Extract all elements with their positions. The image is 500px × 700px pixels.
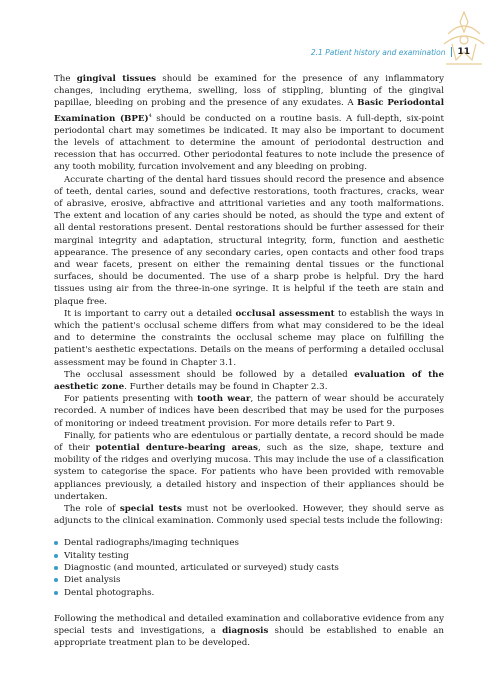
body-text [54, 72, 444, 650]
list-item: Diet analysis [54, 574, 444, 586]
list-item: Dental photographs. [54, 587, 444, 599]
list-item: Diagnostic (and mounted, articulated or surveyed) study casts [54, 562, 444, 574]
paragraph-denture: Finally, for patients who are edentulous or partially dentate, a record should be made of their potential denture-bearing areas, such as the size, shape, texture and mobility of the ridges and overlying mucosa. This may include the use of a classification system to categorise the space. For patients who have been provided with removable appliances previously, a detailed history and inspection of their appliances should be undertaken. [54, 430, 444, 502]
paragraph-occlusal: It is important to carry out a detailed occlusal assessment to establish the ways in which the patient's occlusal scheme differs from what may considered to be the ideal and to determine the constraints the occlusal scheme may place on fulfilling the patient's aesthetic expectations. Details on the means of performing a detailed occlusal assessment may be found in Chapter 3.1. [54, 308, 445, 368]
paragraph-diagnosis: Following the methodical and detailed examination and collaborative evidence from any special tests and investigations, a diagnosis should be established to enable an appropriate treatment plan to be developed. [54, 613, 444, 649]
bullet-icon [54, 554, 58, 558]
paragraph-special-tests: The role of special tests must not be overlooked. However, they should serve as adjuncts to the clinical examination. Commonly used special tests include the following: [54, 504, 444, 527]
paragraph-gingival: The gingival tissues should be examined for the presence of any inflammatory changes, including erythema, swelling, loss of stippling, blunting of the gingival papillae, bleeding on probing and the presence of any exudates. A Basic Periodontal Examination (BPE)$^4$ should be conducted on a routine basis. A full-depth, six-point periodontal chart may sometimes be indicated. It may also be important to document the levels of attachment to determine the amount of periodontal destruction and recession that has occurred. Other periodontal features to note include the presence of any tooth mobility, furcation involvement and any bleeding on probing. [54, 74, 444, 173]
bullet-icon [54, 566, 58, 570]
paragraph-hard-tissues: Accurate charting of the dental hard tissues should record the presence and absence of teeth, dental caries, sound and defective restorations, tooth fractures, cracks, wear of abrasive, erosive, abfractive and attritional varieties and any tooth malformations. The extent and location of any caries should be noted, as should the type and extent of all dental restorations present. Dental restorations should be further assessed for their marginal integrity and adaptation, structural integrity, form, function and aesthetic appearance. The presence of any secondary caries, open contacts and other food traps and wear facets, present on either the remaining dental tissues or the functional surfaces, should be documented. The use of a sharp probe is helpful. Dry the hard tissues using air from the three-in-one syringe. It is helpful if the teeth are stain and plaque free. [54, 174, 444, 307]
bullet-icon [54, 541, 58, 545]
bullet-icon [54, 591, 58, 595]
page-number: 11 [451, 47, 470, 57]
paragraph-aesthetic: The occlusal assessment should be followed by a detailed evaluation of the aesthetic zone. Further details may be found in Chapter 2.3. [54, 369, 445, 392]
list-item: Vitality testing [54, 550, 444, 562]
list-item: Dental radiographs/imaging techniques [54, 537, 444, 549]
bullet-icon [54, 578, 58, 582]
section-title: 2.1 Patient history and examination [310, 47, 446, 57]
paragraph-tooth-wear: For patients presenting with tooth wear, the pattern of wear should be accurately recorded. A number of indices have been described that may be used for the purposes of monitoring or indeed treatment provision. For more details refer to Part 9. [54, 394, 444, 429]
special-tests-list [54, 537, 444, 598]
